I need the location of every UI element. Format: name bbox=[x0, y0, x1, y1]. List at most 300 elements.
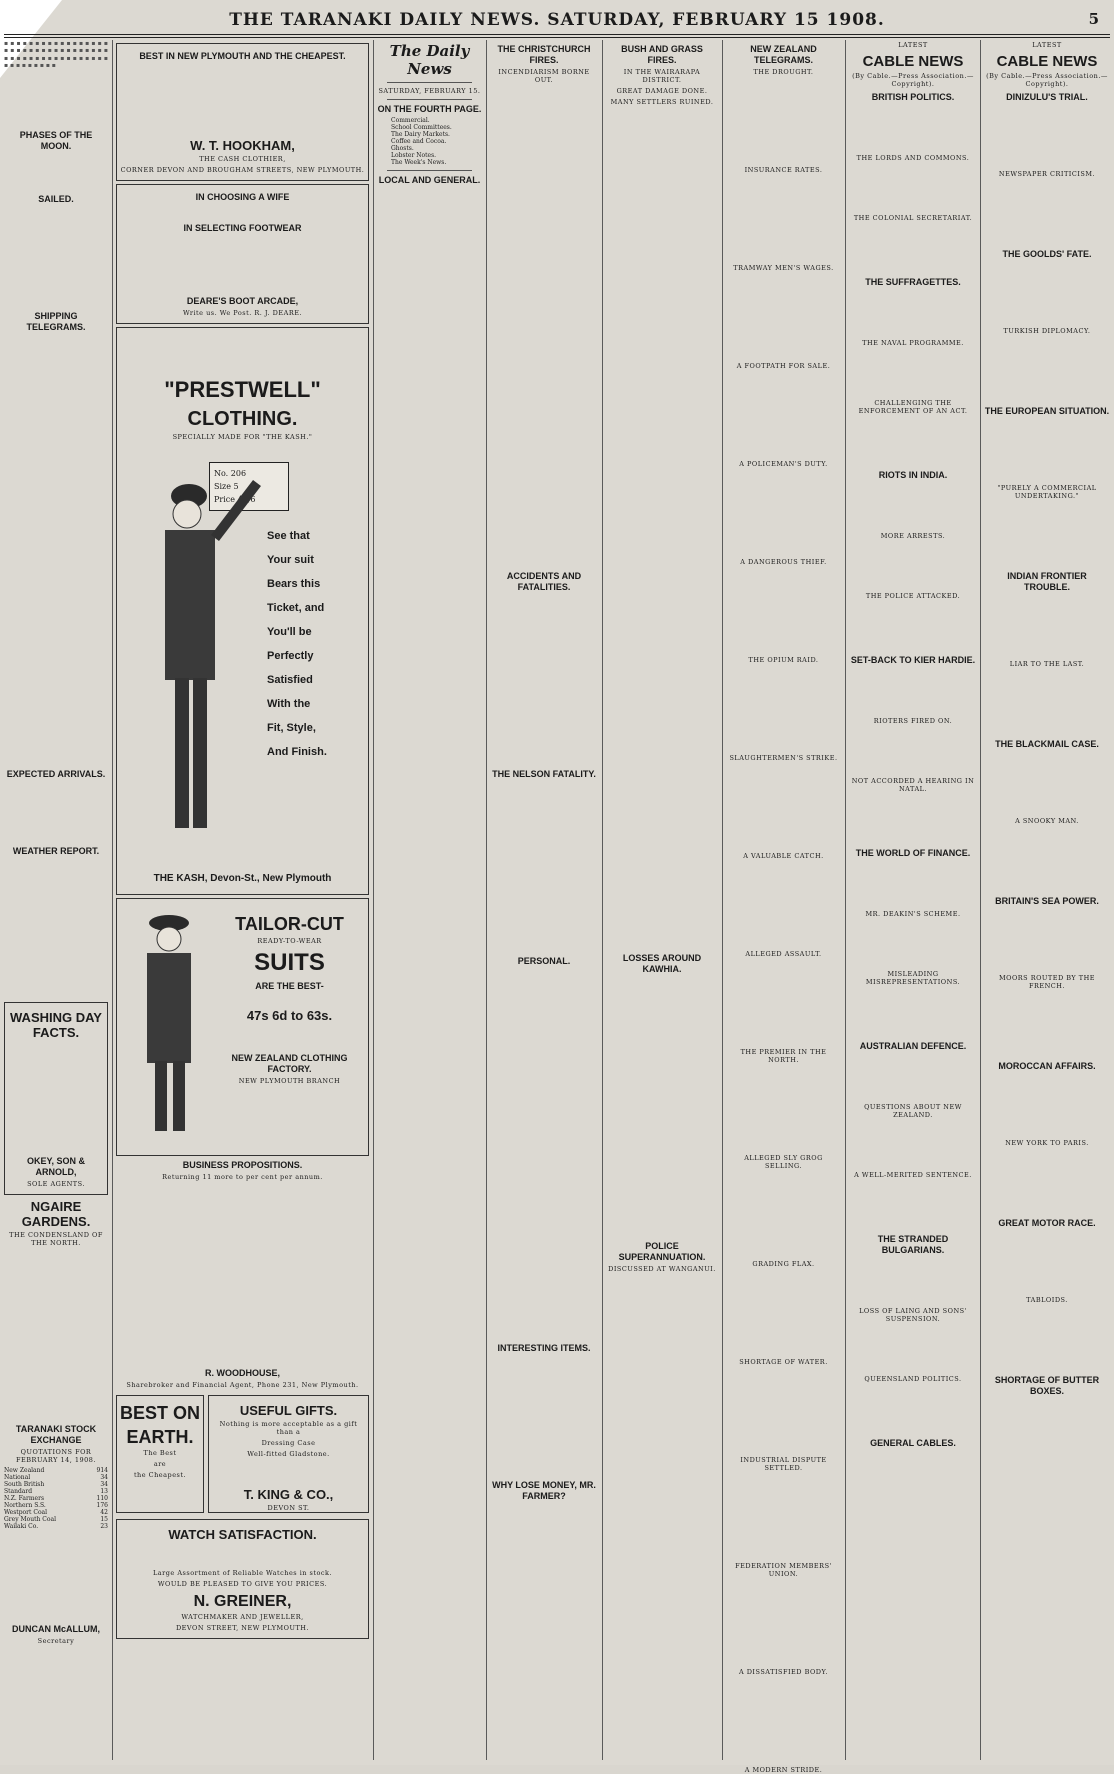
stock-table bbox=[4, 1467, 108, 1530]
latest-label: LATEST bbox=[898, 41, 928, 49]
text-block bbox=[490, 1356, 598, 1476]
cable-subheading: LOSS OF LAING AND SONS' SUSPENSION. bbox=[859, 1307, 967, 1323]
column-divider bbox=[486, 40, 487, 1760]
useful-gifts-line: Nothing is more acceptable as a gift than a bbox=[219, 1420, 358, 1436]
column-cable-2 bbox=[984, 40, 1110, 1760]
cable-subheading: THE NAVAL PROGRAMME. bbox=[862, 339, 964, 347]
best-on-earth-ad bbox=[116, 1395, 204, 1513]
table-cell: 4 bbox=[100, 1509, 105, 1516]
table-row bbox=[4, 1509, 108, 1516]
washing-day-brand: OKEY, SON & ARNOLD, bbox=[26, 1156, 85, 1177]
deare-sub: IN SELECTING FOOTWEAR bbox=[183, 223, 302, 233]
business-propositions-title: BUSINESS PROPOSITIONS. bbox=[182, 1160, 303, 1170]
contents-item: Ghosts. bbox=[391, 145, 414, 152]
wanganui-sub: DISCUSSED AT WANGANUI. bbox=[608, 1265, 716, 1273]
deare-ad bbox=[116, 184, 369, 324]
text-block bbox=[726, 1679, 841, 1765]
deare-name: DEARE'S BOOT ARCADE, bbox=[186, 296, 299, 306]
telegram-subheading: A POLICEMAN'S DUTY. bbox=[739, 460, 828, 468]
cable-subheading: RIOTERS FIRED ON. bbox=[873, 717, 953, 725]
interesting-items-heading: INTERESTING ITEMS. bbox=[497, 1343, 591, 1353]
table-cell: 3 bbox=[104, 1488, 108, 1495]
table-row bbox=[4, 1495, 108, 1502]
text-block bbox=[984, 338, 1110, 402]
cable-subheading: THE LORDS AND COMMONS. bbox=[856, 154, 970, 162]
cable-credit: (By Cable.—Press Association.—Copyright). bbox=[986, 72, 1108, 88]
table-cell: 17 bbox=[96, 1502, 105, 1509]
settlers-ruined-sub: MANY SETTLERS RUINED. bbox=[610, 98, 714, 106]
moon-phases-heading: PHASES OF THE MOON. bbox=[19, 130, 93, 151]
tailor-factory: NEW ZEALAND CLOTHING FACTORY. bbox=[231, 1053, 348, 1074]
text-block bbox=[726, 961, 841, 1047]
cable-heading: THE SUFFRAGETTES. bbox=[865, 277, 961, 287]
cable-news-title: CABLE NEWS bbox=[862, 53, 964, 70]
cable-heading: THE GOOLDS' FATE. bbox=[1002, 249, 1092, 259]
deare-title: IN CHOOSING A WIFE bbox=[195, 192, 290, 202]
ad-body bbox=[8, 1042, 104, 1152]
bush-fires-heading: BUSH AND GRASS FIRES. bbox=[621, 44, 703, 65]
column-news-1 bbox=[490, 40, 598, 1760]
cable-items bbox=[849, 92, 977, 1499]
text-block bbox=[984, 1150, 1110, 1214]
cable-heading: SHORTAGE OF BUTTER BOXES. bbox=[994, 1375, 1100, 1396]
prestwell-special: SPECIALLY MADE FOR "THE KASH." bbox=[172, 433, 313, 441]
deare-owner: R. J. DEARE. bbox=[254, 309, 303, 317]
cable-subheading: A SNOOKY MAN. bbox=[1015, 817, 1079, 825]
see-that-line: Satisfied bbox=[267, 674, 313, 686]
cable-heading: BRITAIN'S SEA POWER. bbox=[995, 896, 1099, 906]
police-superannuation-heading: POLICE SUPERANNUATION. bbox=[618, 1241, 706, 1262]
cable-subheading: QUEENSLAND POLITICS. bbox=[864, 1375, 962, 1383]
business-propositions-sub: Returning 11 more to per cent per annum. bbox=[162, 1173, 323, 1181]
text-block bbox=[849, 483, 977, 531]
see-that-line: And Finish. bbox=[267, 746, 327, 758]
text-block bbox=[726, 1173, 841, 1259]
tking-address: DEVON ST. bbox=[267, 1504, 310, 1512]
stock-exchange-heading: TARANAKI STOCK EXCHANGE bbox=[15, 1424, 97, 1445]
best-on-earth-1: BEST ON bbox=[120, 1403, 201, 1423]
nelson-fatality-heading: THE NELSON FATALITY. bbox=[492, 769, 596, 779]
column-divider bbox=[112, 40, 113, 1760]
text-block bbox=[726, 177, 841, 263]
telegram-subheading: A MODERN STRIDE. bbox=[744, 1766, 823, 1774]
table-cell: Northern S.S. bbox=[4, 1502, 46, 1509]
telegram-subheading: SLAUGHTERMEN'S STRIKE. bbox=[729, 754, 838, 762]
see-that-line: Bears this bbox=[267, 578, 321, 590]
masthead bbox=[0, 10, 1114, 30]
ad-body bbox=[120, 236, 365, 292]
table-cell: 2 bbox=[100, 1523, 105, 1530]
telegram-subheading: A FOOTPATH FOR SALE. bbox=[736, 362, 831, 370]
ticket-number: No. 206 bbox=[214, 469, 247, 478]
text-block bbox=[849, 225, 977, 273]
text-block bbox=[606, 109, 718, 949]
text-block bbox=[984, 262, 1110, 326]
greiner-address: DEVON STREET, NEW PLYMOUTH. bbox=[175, 1624, 310, 1632]
ad-body bbox=[120, 205, 365, 219]
incendiarism-sub: INCENDIARISM BORNE OUT. bbox=[498, 68, 590, 84]
cable-subheading: MOORS ROUTED BY THE FRENCH. bbox=[998, 974, 1096, 990]
secretary-role: Secretary bbox=[37, 1637, 75, 1645]
text-block bbox=[490, 595, 598, 765]
hookham-ad bbox=[116, 43, 369, 181]
contents-item: The Week's News. bbox=[391, 159, 447, 166]
text-block bbox=[984, 993, 1110, 1057]
text-block: ▪ ▪ ▪ ▪ ▪ ▪ ▪ ▪ ▪ ▪ ▪ ▪ ▪ ▪ ▪ ▪ ▪ ▪ ▪ ▪ ▪ ▪ ▪ ▪ ▪ ▪ ▪ ▪ ▪ ▪ ▪ ▪ ▪ ▪ ▪ ▪ ▪ ▪ ▪ ▪ ▪ ▪ ▪ ▪ ▪ ▪ ▪ ▪ ▪ ▪ ▪ ▪ ▪ ▪ ▪ ▪ ▪ ▪ ▪ ▪ bbox=[4, 40, 108, 69]
useful-gifts-title: USEFUL GIFTS. bbox=[239, 1403, 338, 1418]
contents-item: School Committees. bbox=[391, 124, 452, 131]
telegram-subheading: INSURANCE RATES. bbox=[744, 166, 823, 174]
cable-subheading: TABLOIDS. bbox=[1026, 1296, 1068, 1304]
column-news-2 bbox=[606, 40, 718, 1760]
expected-arrivals-heading: EXPECTED ARRIVALS. bbox=[6, 769, 106, 779]
date-line: SATURDAY, FEBRUARY 15. bbox=[378, 87, 481, 95]
useful-gifts-item-1: Dressing Case bbox=[261, 1439, 316, 1447]
table-cell: 5 bbox=[104, 1516, 108, 1523]
hookham-address: CORNER DEVON AND BROUGHAM STREETS, NEW PLYMOUTH. bbox=[120, 166, 365, 174]
text-block bbox=[984, 1399, 1110, 1463]
useful-gifts-ad bbox=[208, 1395, 369, 1513]
text-block bbox=[984, 503, 1110, 567]
text-block bbox=[849, 543, 977, 591]
telegram-subheading: A DANGEROUS THIEF. bbox=[740, 558, 827, 566]
on-page-heading: ON THE FOURTH PAGE. bbox=[377, 104, 482, 114]
tailor-title: TAILOR-CUT bbox=[235, 914, 344, 934]
text-block bbox=[849, 1386, 977, 1434]
table-row bbox=[4, 1481, 108, 1488]
accidents-heading: ACCIDENTS AND FATALITIES. bbox=[506, 571, 582, 592]
text-block bbox=[849, 165, 977, 213]
hookham-name: W. T. HOOKHAM, bbox=[190, 138, 295, 153]
text-block bbox=[984, 181, 1110, 245]
see-that-line: See that bbox=[267, 530, 310, 542]
table-cell: Wailaki Co. bbox=[4, 1523, 39, 1530]
text-block bbox=[984, 671, 1110, 735]
text-block bbox=[726, 1581, 841, 1667]
text-block bbox=[4, 859, 108, 999]
tailor-text bbox=[217, 909, 362, 1088]
table-row bbox=[4, 1488, 108, 1495]
cable-heading: GREAT MOTOR RACE. bbox=[998, 1218, 1096, 1228]
man-in-suit-icon bbox=[123, 909, 213, 1139]
paper-title: The Daily News bbox=[389, 42, 470, 78]
ticket-size: Size 5 bbox=[214, 482, 239, 491]
cable-subheading: LIAR TO THE LAST. bbox=[1009, 660, 1085, 668]
text-block bbox=[4, 154, 108, 190]
text-block bbox=[984, 1231, 1110, 1295]
text-block bbox=[984, 1307, 1110, 1371]
latest-label: LATEST bbox=[1032, 41, 1062, 49]
contents-item: Lobster Notes. bbox=[391, 152, 437, 159]
greiner-ad bbox=[116, 1519, 369, 1639]
best-on-earth-2: EARTH. bbox=[126, 1427, 194, 1447]
lose-money-heading: WHY LOSE MONEY, MR. FARMER? bbox=[492, 1480, 596, 1501]
tailor-cut-ad bbox=[116, 898, 369, 1156]
wairarapa-sub: IN THE WAIRARAPA DISTRICT. bbox=[623, 68, 701, 84]
great-damage-sub: GREAT DAMAGE DONE. bbox=[616, 87, 708, 95]
column-nz-telegrams bbox=[726, 40, 841, 1774]
text-block bbox=[726, 79, 841, 165]
cable-heading: GENERAL CABLES. bbox=[870, 1438, 956, 1448]
text-block bbox=[726, 275, 841, 361]
christchurch-fires-heading: THE CHRISTCHURCH FIRES. bbox=[497, 44, 591, 65]
kash-address: THE KASH, Devon-St., New Plymouth bbox=[153, 873, 332, 884]
tailor-price: 47s 6d to 63s. bbox=[246, 1008, 333, 1023]
kawhia-losses-heading: LOSSES AROUND KAWHIA. bbox=[622, 953, 702, 974]
washing-day-agents: SOLE AGENTS. bbox=[27, 1180, 85, 1188]
hookham-sub: THE CASH CLOTHIER, bbox=[199, 155, 286, 163]
text-block bbox=[4, 782, 108, 842]
text-block bbox=[849, 728, 977, 776]
see-that-text bbox=[267, 524, 365, 764]
secretary-name: DUNCAN McALLUM, bbox=[12, 1624, 100, 1634]
best-on-earth-4: are bbox=[153, 1460, 167, 1468]
table-cell: South British bbox=[4, 1481, 45, 1488]
table-row bbox=[4, 1467, 108, 1474]
table-cell: 9 bbox=[96, 1467, 101, 1474]
woodhouse-sub: Sharebroker and Financial Agent, Phone 231, New Plymouth. bbox=[126, 1381, 359, 1389]
text-block bbox=[726, 1369, 841, 1455]
cable-subheading: NEWSPAPER CRITICISM. bbox=[998, 170, 1096, 178]
table-row bbox=[4, 1516, 108, 1523]
text-block bbox=[726, 373, 841, 459]
cable-heading: INDIAN FRONTIER TROUBLE. bbox=[1007, 571, 1087, 592]
text-block bbox=[984, 752, 1110, 816]
greiner-sub: WATCHMAKER AND JEWELLER, bbox=[181, 1613, 304, 1621]
table-cell: 14 bbox=[100, 1467, 108, 1474]
see-that-line: Ticket, and bbox=[267, 602, 325, 614]
deare-write: Write us. We Post. bbox=[182, 309, 252, 317]
text-block bbox=[849, 1122, 977, 1170]
local-general-heading: LOCAL AND GENERAL. bbox=[378, 175, 481, 185]
see-that-line: Your suit bbox=[267, 554, 314, 566]
stock-exchange-sub: QUOTATIONS FOR FEBRUARY 14, 1908. bbox=[16, 1448, 96, 1464]
column-shipping bbox=[4, 40, 108, 1760]
nz-telegrams-heading: NEW ZEALAND TELEGRAMS. bbox=[750, 44, 817, 65]
telegram-subheading: FEDERATION MEMBERS' UNION. bbox=[735, 1562, 832, 1578]
column-cable-1 bbox=[849, 40, 977, 1760]
masthead-rule-2 bbox=[4, 37, 1110, 38]
cable-heading: RIOTS IN INDIA. bbox=[878, 470, 948, 480]
table-cell: Standard bbox=[4, 1488, 33, 1495]
tailor-suits: SUITS bbox=[254, 949, 325, 976]
contents-item: The Dairy Markets. bbox=[391, 131, 450, 138]
tailor-sub: READY-TO-WEAR bbox=[257, 937, 322, 945]
prestwell-title: "PRESTWELL" bbox=[164, 377, 321, 402]
text-block bbox=[849, 1326, 977, 1374]
cable-heading: THE BLACKMAIL CASE. bbox=[995, 739, 1099, 749]
tailor-are: ARE THE BEST- bbox=[255, 981, 324, 991]
sailed-heading: SAILED. bbox=[38, 194, 74, 204]
man-illustration-icon bbox=[127, 478, 267, 868]
text-block bbox=[726, 1067, 841, 1153]
ticket-price: Price 42/6 bbox=[214, 495, 256, 504]
text-block bbox=[849, 290, 977, 338]
cable-subheading: THE COLONIAL SECRETARIAT. bbox=[853, 214, 973, 222]
column-divider bbox=[602, 40, 603, 1760]
personal-heading: PERSONAL. bbox=[517, 956, 571, 966]
best-on-earth-3: The Best bbox=[143, 1449, 177, 1457]
cable-credit: (By Cable.—Press Association.—Copyright). bbox=[852, 72, 974, 88]
see-that-line: You'll be bbox=[267, 626, 312, 638]
see-that-line: Fit, Style, bbox=[267, 722, 316, 734]
bottom-ads-row bbox=[116, 1392, 369, 1516]
column-editorial bbox=[377, 40, 482, 1760]
text-block bbox=[984, 828, 1110, 892]
useful-gifts-item-2: Well-fitted Gladstone. bbox=[247, 1450, 330, 1458]
table-row bbox=[4, 1474, 108, 1481]
drought-sub: THE DROUGHT. bbox=[753, 68, 814, 76]
table-cell: National bbox=[4, 1474, 31, 1481]
text-block bbox=[4, 335, 108, 765]
cable-subheading: NEW YORK TO PARIS. bbox=[1005, 1139, 1089, 1147]
telegram-subheading: GRADING FLAX. bbox=[752, 1260, 815, 1268]
table-cell: 1 bbox=[100, 1516, 105, 1523]
table-cell: N.Z. Farmers bbox=[4, 1495, 45, 1502]
table-row bbox=[4, 1502, 108, 1509]
telegram-subheading: THE PREMIER IN THE NORTH. bbox=[740, 1048, 827, 1064]
text-block bbox=[849, 1258, 977, 1306]
text-block bbox=[984, 595, 1110, 659]
tailor-branch: NEW PLYMOUTH BRANCH bbox=[238, 1077, 341, 1085]
telegram-subheading: THE OPIUM RAID. bbox=[748, 656, 819, 664]
washing-day-ad bbox=[4, 1002, 108, 1195]
prestwell-ad bbox=[116, 327, 369, 895]
cable-heading: THE STRANDED BULGARIANS. bbox=[877, 1234, 949, 1255]
table-cell: 3 bbox=[104, 1523, 108, 1530]
see-that-line: Perfectly bbox=[267, 650, 314, 662]
masthead-rule bbox=[4, 34, 1110, 35]
table-cell: 1 bbox=[96, 1495, 101, 1502]
contents-item: Commercial. bbox=[391, 117, 430, 124]
cable-subheading: MISLEADING MISREPRESENTATIONS. bbox=[865, 970, 961, 986]
text-block bbox=[726, 667, 841, 753]
watch-line: WOULD BE PLEASED TO GIVE YOU PRICES. bbox=[157, 1580, 328, 1588]
cable-subheading: A WELL-MERITED SENTENCE. bbox=[854, 1171, 972, 1179]
cable-heading: THE EUROPEAN SITUATION. bbox=[984, 406, 1110, 416]
cable-news-title: CABLE NEWS bbox=[996, 53, 1098, 70]
text-block bbox=[490, 782, 598, 952]
text-block bbox=[726, 569, 841, 655]
telegram-subheading: TRAMWAY MEN'S WAGES. bbox=[733, 264, 834, 272]
hookham-title: BEST IN NEW PLYMOUTH AND THE CHEAPEST. bbox=[139, 51, 346, 61]
text-block bbox=[4, 207, 108, 307]
table-cell: Grey Mouth Coal bbox=[4, 1516, 57, 1523]
contents-item: Coffee and Cocoa. bbox=[391, 138, 447, 145]
text-block bbox=[726, 863, 841, 949]
ngaire-gardens-title: NGAIRE GARDENS. bbox=[21, 1199, 91, 1229]
watch-sub: Large Assortment of Reliable Watches in stock. bbox=[152, 1569, 333, 1577]
cable-items bbox=[984, 92, 1110, 1463]
cable-heading: BRITISH POLITICS. bbox=[871, 92, 955, 102]
telegram-subheading: ALLEGED ASSAULT. bbox=[745, 950, 822, 958]
table-cell: 3 bbox=[100, 1474, 105, 1481]
weather-report-heading: WEATHER REPORT. bbox=[12, 846, 100, 856]
text-block bbox=[984, 1074, 1110, 1138]
text-block bbox=[849, 105, 977, 153]
masthead-title: THE TARANAKI DAILY NEWS. SATURDAY, FEBRUARY 15 1908. bbox=[229, 10, 885, 30]
cable-subheading: "PURELY A COMMERCIAL UNDERTAKING." bbox=[997, 484, 1097, 500]
text-block bbox=[984, 419, 1110, 483]
text-block bbox=[490, 969, 598, 1339]
nz-telegram-items bbox=[726, 79, 841, 1774]
washing-day-title: WASHING DAY FACTS. bbox=[10, 1010, 102, 1040]
text-block bbox=[606, 977, 718, 1237]
table-cell: 4 bbox=[104, 1474, 108, 1481]
cable-heading: SET-BACK TO KIER HARDIE. bbox=[850, 655, 976, 665]
table-cell: 10 bbox=[100, 1495, 108, 1502]
cable-heading: AUSTRALIAN DEFENCE. bbox=[859, 1041, 967, 1051]
text-block bbox=[849, 350, 977, 398]
telegram-subheading: A DISSATISFIED BODY. bbox=[738, 1668, 829, 1676]
cable-subheading: THE POLICE ATTACKED. bbox=[865, 592, 961, 600]
text-block bbox=[984, 105, 1110, 169]
watch-title: WATCH SATISFACTION. bbox=[168, 1527, 317, 1542]
cable-subheading: MORE ARRESTS. bbox=[880, 532, 946, 540]
text-block bbox=[726, 1475, 841, 1561]
text-block bbox=[4, 1250, 108, 1420]
text-block bbox=[4, 1530, 108, 1620]
text-block bbox=[849, 1182, 977, 1230]
table-cell: 2 bbox=[104, 1509, 108, 1516]
prestwell-title-2: CLOTHING. bbox=[187, 408, 298, 430]
text-block bbox=[849, 796, 977, 844]
telegram-subheading: INDUSTRIAL DISPUTE SETTLED. bbox=[740, 1456, 827, 1472]
text-block bbox=[849, 921, 977, 969]
text-block bbox=[849, 603, 977, 651]
table-cell: 3 bbox=[100, 1481, 105, 1488]
best-on-earth-5: the Cheapest. bbox=[133, 1471, 187, 1479]
text-block bbox=[726, 765, 841, 851]
table-cell: 1 bbox=[100, 1488, 105, 1495]
text-block bbox=[490, 87, 598, 567]
column-divider bbox=[845, 40, 846, 1760]
cable-heading: DINIZULU'S TRIAL. bbox=[1006, 92, 1088, 102]
telegram-subheading: ALLEGED SLY GROG SELLING. bbox=[744, 1154, 823, 1170]
cable-heading: THE WORLD OF FINANCE. bbox=[855, 848, 971, 858]
text-block bbox=[849, 1451, 977, 1499]
column-divider bbox=[722, 40, 723, 1760]
column-ads bbox=[116, 40, 369, 1760]
cable-subheading: MR. DEAKIN'S SCHEME. bbox=[865, 910, 961, 918]
telegram-subheading: SHORTAGE OF WATER. bbox=[739, 1358, 828, 1366]
text-block bbox=[726, 1271, 841, 1357]
text-block bbox=[849, 989, 977, 1037]
text-block bbox=[726, 471, 841, 557]
cable-subheading: TURKISH DIPLOMACY. bbox=[1003, 327, 1091, 335]
cable-subheading: CHALLENGING THE ENFORCEMENT OF AN ACT. bbox=[858, 399, 968, 415]
table-cell: 4 bbox=[104, 1481, 108, 1488]
table-cell: New Zealand bbox=[4, 1467, 45, 1474]
contents-list bbox=[377, 117, 482, 166]
text-block bbox=[984, 909, 1110, 973]
ad-body bbox=[120, 64, 365, 134]
cable-heading: MOROCCAN AFFAIRS. bbox=[998, 1061, 1096, 1071]
table-cell: 6 bbox=[104, 1502, 108, 1509]
tking-name: T. KING & CO., bbox=[243, 1487, 334, 1502]
cable-subheading: QUESTIONS ABOUT NEW ZEALAND. bbox=[864, 1103, 962, 1119]
ngaire-gardens-sub: THE CONDENSLAND OF THE NORTH. bbox=[9, 1231, 103, 1247]
text-block bbox=[849, 861, 977, 909]
text-block bbox=[377, 188, 482, 1688]
column-divider bbox=[373, 40, 374, 1760]
page-number: 5 bbox=[1088, 10, 1100, 28]
text-block bbox=[116, 1184, 369, 1364]
table-cell: Westport Coal bbox=[4, 1509, 48, 1516]
column-divider bbox=[980, 40, 981, 1760]
telegram-subheading: A VALUABLE CATCH. bbox=[743, 852, 824, 860]
cable-subheading: NOT ACCORDED A HEARING IN NATAL. bbox=[851, 777, 975, 793]
